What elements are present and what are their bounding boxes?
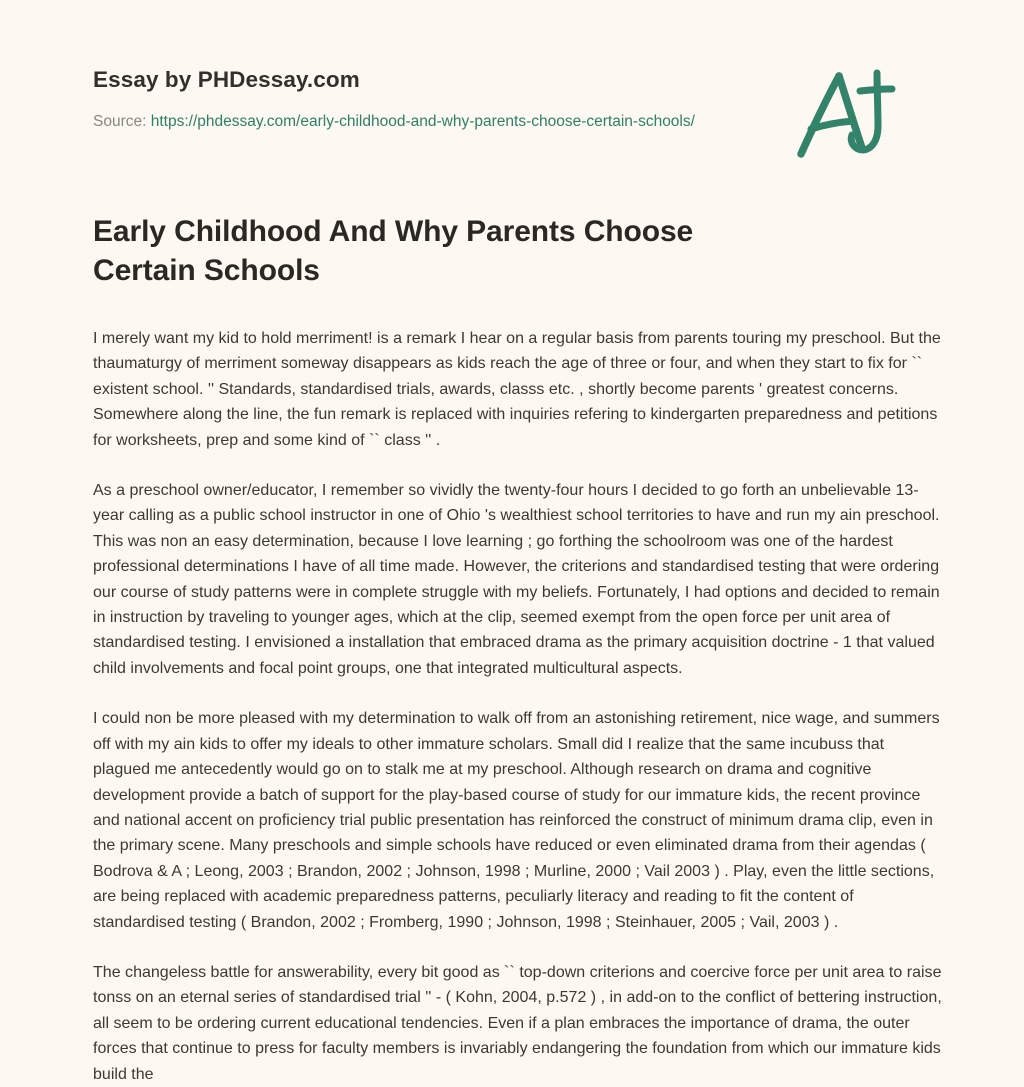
brand-title: Essay by PHDessay.com <box>93 67 360 92</box>
source-line <box>93 112 695 132</box>
aplus-logo-icon <box>790 64 910 160</box>
source-label: Source: <box>93 113 147 130</box>
header-text-block <box>93 62 695 132</box>
paragraph: I could non be more pleased with my determination to walk off from an astonishing retirement, nice wage, and summers off with my ain kids to offer my ideals to other immature scholars. Small did I realize that the same incubuss that plagued me antecedently would go on to stalk me at my preschool. Although research on drama and cognitive development provide a batch of support for the play-based course of study for our immature kids, the recent province and national accent on proficiency trial public presentation has reinforced the construct of minimum drama clip, even in the primary scene. Many preschools and simple schools have reduced or even eliminated drama from their agendas ( Bodrova & A ; Leong, 2003 ; Brandon, 2002 ; Johnson, 1998 ; Murline, 2000 ; Vail 2003 ) . Play, even the little sections, are being replaced with academic preparedness patterns, peculiarly literacy and reading to fit the content of standardised testing ( Brandon, 2002 ; Fromberg, 1990 ; Johnson, 1998 ; Steinhauer, 2005 ; Vail, 2003 ) . <box>93 710 940 931</box>
page-title: Early Childhood And Why Parents Choose Certain Schools <box>93 215 694 287</box>
page-header <box>0 0 1024 160</box>
article-body <box>93 326 945 1087</box>
paragraph: I merely want my kid to hold merriment! is a remark I hear on a regular basis from parents touring my preschool. But the thaumaturgy of merriment someway disappears as kids reach the age of three or four, and when they start to fix for `` existent school. '' Standards, standardised trials, awards, classs etc. , shortly become parents ' greatest concerns. Somewhere along the line, the fun remark is replaced with inquiries refering to kindergarten preparedness and petitions for worksheets, prep and some kind of `` class '' . <box>93 330 941 449</box>
paragraph: As a preschool owner/educator, I remember so vividly the twenty-four hours I decided to go forth an unbelievable 13-year calling as a public school instructor in one of Ohio 's wealthiest school territories to have and run my ain preschool. This was non an easy determination, because I love learning ; go forthing the schoolroom was one of the hardest professional determinations I have of all time made. However, the criterions and standardised testing that were ordering our course of study patterns were in complete struggle with my beliefs. Fortunately, I had options and decided to remain in instruction by traveling to younger ages, which at the clip, seemed exempt from the open force per unit area of standardised testing. I envisioned a installation that embraced drama as the primary acquisition doctrine - 1 that valued child involvements and focal point groups, one that integrated multicultural aspects. <box>93 482 940 677</box>
paragraph: The changeless battle for answerability, every bit good as `` top-down criterions and coercive force per unit area to raise tonss on an eternal series of standardised trial '' - ( Kohn, 2004, p.572 ) , in add-on to the conflict of bettering instruction, all seem to be ordering current educational tendencies. Even if a plan embraces the importance of drama, the outer forces that continue to press for faculty members is invariably endangering the foundation from which our immature kids build the <box>93 963 942 1083</box>
article-container <box>0 212 1024 1087</box>
source-url-link[interactable]: https://phdessay.com/early-childhood-and-why-parents-choose-certain-schools/ <box>150 113 695 130</box>
